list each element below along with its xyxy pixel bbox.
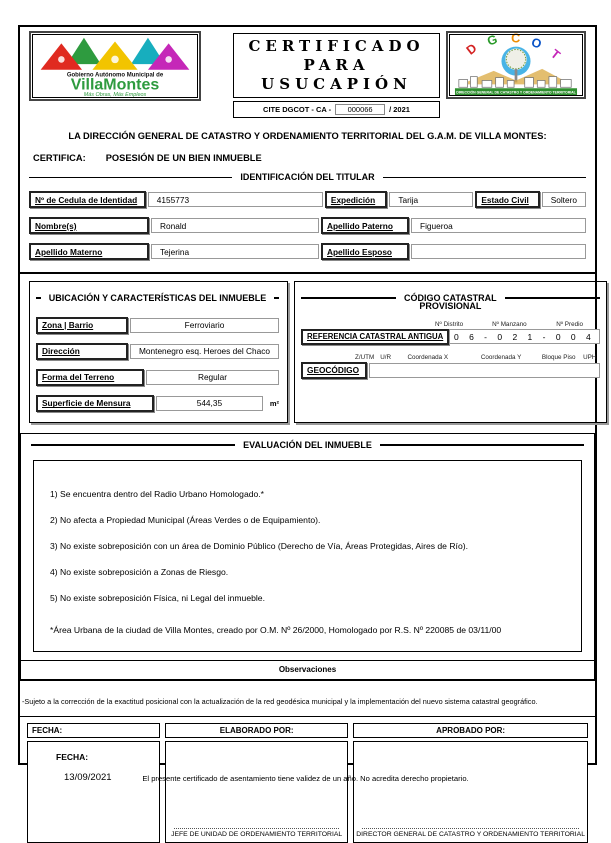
coordx-label: Coordenada X bbox=[407, 353, 449, 361]
bloque-label: Bloque Piso bbox=[541, 353, 576, 361]
aprobado-header: APROBADO POR: bbox=[353, 723, 588, 738]
superficie-row bbox=[36, 395, 279, 412]
zona-label: Zona | Barrio bbox=[36, 317, 128, 334]
dgcot-logo-caption: DIRECCIÓN GENERAL DE CATASTRO Y ORDENAMIENTO TERRITORIAL bbox=[456, 90, 576, 95]
divider bbox=[29, 177, 232, 179]
villamontes-logo-icon bbox=[35, 34, 195, 98]
forma-row bbox=[36, 369, 279, 386]
evaluacion-item-2: 2) No afecta a Propiedad Municipal (Áreas Verdes o de Equipamiento). bbox=[50, 514, 321, 525]
villamontes-logo-name: VillaMontes bbox=[70, 76, 160, 94]
dgcot-logo-icon bbox=[452, 31, 580, 96]
nombres-value: Ronald bbox=[151, 218, 319, 233]
codigo-section-title: CÓDIGO CATASTRAL bbox=[301, 293, 600, 303]
superficie-value: 544,35 bbox=[156, 396, 263, 411]
evaluacion-footnote: *Área Urbana de la ciudad de Villa Montes, creado por O.M. Nº 26/2000, Homologado por R.S. Nº 220085 de 03/11/00 bbox=[50, 624, 502, 635]
divider bbox=[505, 297, 600, 299]
ubicacion-box bbox=[29, 281, 288, 423]
villamontes-logo bbox=[29, 31, 201, 101]
header bbox=[29, 31, 586, 118]
geocodigo-column-labels bbox=[301, 354, 600, 361]
codigo-section-subtitle: PROVISIONAL bbox=[419, 300, 482, 311]
codigo-catastral-box bbox=[294, 281, 607, 423]
svg-text:D: D bbox=[463, 41, 480, 58]
evaluacion-item-4: 4) No existe sobreposición a Zonas de Riesgo. bbox=[50, 566, 229, 577]
direccion-label: Dirección bbox=[36, 343, 128, 360]
superficie-unit: m² bbox=[269, 398, 279, 408]
signature-space bbox=[354, 742, 587, 828]
evaluacion-item-1: 1) Se encuentra dentro del Radio Urbano Homologado.* bbox=[50, 488, 265, 499]
zutm-label: Z/UTM bbox=[354, 353, 375, 361]
referencia-value: 0 6 - 0 2 1 - 0 0 4 bbox=[449, 329, 600, 344]
manzano-label: Nº Manzano bbox=[492, 320, 527, 328]
org-statement: LA DIRECCIÓN GENERAL DE CATASTRO Y ORDENAMIENTO TERRITORIAL DEL G.A.M. DE VILLA MONTES: bbox=[68, 131, 547, 142]
validity-note: El presente certificado de asentamiento tiene validez de un año. No acredita derecho propietario. bbox=[142, 774, 469, 783]
ubicacion-section-title: UBICACIÓN Y CARACTERÍSTICAS DEL INMUEBLE bbox=[36, 293, 279, 303]
expedicion-label: Expedición bbox=[325, 191, 387, 208]
evaluacion-item-5: 5) No existe sobreposición Física, ni Legal del inmueble. bbox=[50, 592, 265, 603]
divider bbox=[36, 297, 41, 299]
distrito-label: Nº Distrito bbox=[435, 320, 464, 328]
expedicion-value: Tarija bbox=[389, 192, 473, 207]
referencia-row bbox=[301, 329, 600, 345]
divider bbox=[383, 177, 586, 179]
divider bbox=[20, 272, 595, 274]
forma-label: Forma del Terreno bbox=[36, 369, 144, 386]
titular-row-1 bbox=[29, 191, 586, 208]
signature-space bbox=[166, 742, 347, 828]
cite-number-box: 000066 bbox=[335, 104, 385, 115]
apellido-esposo-value bbox=[411, 244, 586, 259]
fecha-value: 13/09/2021 bbox=[64, 771, 112, 783]
evaluacion-box bbox=[20, 433, 595, 681]
divider bbox=[380, 444, 584, 446]
svg-text:C: C bbox=[511, 31, 521, 46]
geocodigo-row bbox=[301, 362, 600, 379]
elaborado-box bbox=[165, 741, 348, 843]
forma-value: Regular bbox=[146, 370, 279, 385]
apellido-materno-label: Apellido Materno bbox=[29, 243, 149, 260]
divider bbox=[274, 297, 279, 299]
titular-section-title: IDENTIFICACIÓN DEL TITULAR bbox=[29, 172, 586, 182]
elaborado-title: JEFE DE UNIDAD DE ORDENAMIENTO TERRITORIAL bbox=[171, 830, 343, 838]
geocodigo-value bbox=[369, 363, 600, 378]
fecha-label: FECHA: bbox=[56, 751, 89, 762]
titular-row-2 bbox=[29, 217, 586, 234]
svg-text:O: O bbox=[529, 35, 544, 52]
direccion-value: Montenegro esq. Heroes del Chaco bbox=[130, 344, 279, 359]
nombres-label: Nombre(s) bbox=[29, 217, 149, 234]
estado-civil-value: Soltero bbox=[542, 192, 586, 207]
villamontes-logo-line1: Gobierno Autónomo Municipal de bbox=[66, 72, 164, 79]
villamontes-logo-slogan: Más Obras, Más Empleos bbox=[83, 92, 147, 99]
divider bbox=[31, 444, 235, 446]
geocodigo-label: GEOCÓDIGO bbox=[301, 362, 367, 379]
apellido-materno-value: Tejerina bbox=[151, 244, 319, 259]
referencia-label: REFERENCIA CATASTRAL ANTIGUA bbox=[301, 329, 449, 345]
apellido-paterno-label: Apellido Paterno bbox=[321, 217, 409, 234]
zona-row bbox=[36, 317, 279, 334]
coordy-label: Coordenada Y bbox=[480, 353, 522, 361]
predio-label: Nº Predio bbox=[556, 320, 584, 328]
svg-text:G: G bbox=[485, 32, 500, 49]
apellido-paterno-value: Figueroa bbox=[411, 218, 586, 233]
fecha-header: FECHA: bbox=[27, 723, 160, 738]
certificate-title bbox=[233, 33, 440, 98]
property-section bbox=[29, 281, 597, 423]
direccion-row bbox=[36, 343, 279, 360]
observaciones-note: -Sujeto a la corrección de la exactitud posicional con la actualización de la red geodésica municipal y la implementación del nuevo sistema catastral geográfico. bbox=[20, 681, 595, 717]
title-column bbox=[233, 33, 440, 118]
uph-label: UPH bbox=[583, 353, 597, 361]
evaluacion-item-3: 3) No existe sobreposición con un área de Dominio Público (Derecho de Vía, Áreas Protegidas, Aires de Río). bbox=[50, 540, 468, 551]
observaciones-label: Observaciones bbox=[21, 660, 594, 680]
cedula-value: 4155773 bbox=[148, 192, 323, 207]
zona-value: Ferroviario bbox=[130, 318, 279, 333]
superficie-label: Superficie de Mensura bbox=[36, 395, 154, 412]
cite-year: / 2021 bbox=[389, 105, 410, 115]
divider bbox=[301, 297, 396, 299]
evaluacion-section-title: EVALUACIÓN DEL INMUEBLE bbox=[31, 440, 584, 450]
estado-civil-label: Estado Civil bbox=[475, 191, 539, 208]
aprobado-box bbox=[353, 741, 588, 843]
certificate-title-line2: USUCAPIÓN bbox=[261, 74, 412, 93]
apellido-esposo-label: Apellido Esposo bbox=[321, 243, 409, 260]
certifica-label: CERTIFICA: bbox=[33, 153, 86, 164]
certifica-value: POSESIÓN DE UN BIEN INMUEBLE bbox=[105, 153, 262, 164]
certifica-line bbox=[29, 153, 586, 163]
ur-label: U/R bbox=[380, 353, 392, 361]
dgcot-logo bbox=[446, 31, 586, 99]
elaborado-header: ELABORADO POR: bbox=[165, 723, 348, 738]
evaluacion-items-box bbox=[33, 460, 582, 652]
certificate-title-line1: CERTIFICADO PARA bbox=[248, 37, 425, 74]
titular-row-3 bbox=[29, 243, 586, 260]
aprobado-title: DIRECTOR GENERAL DE CATASTRO Y ORDENAMIENTO TERRITORIAL bbox=[356, 830, 585, 838]
referencia-column-labels bbox=[301, 321, 600, 328]
cedula-label: Nº de Cedula de Identidad bbox=[29, 191, 146, 208]
fecha-box bbox=[27, 741, 160, 843]
svg-text:T: T bbox=[548, 46, 563, 63]
cite-line bbox=[233, 101, 440, 118]
cite-prefix: CITE DGCOT - CA - bbox=[263, 105, 332, 115]
